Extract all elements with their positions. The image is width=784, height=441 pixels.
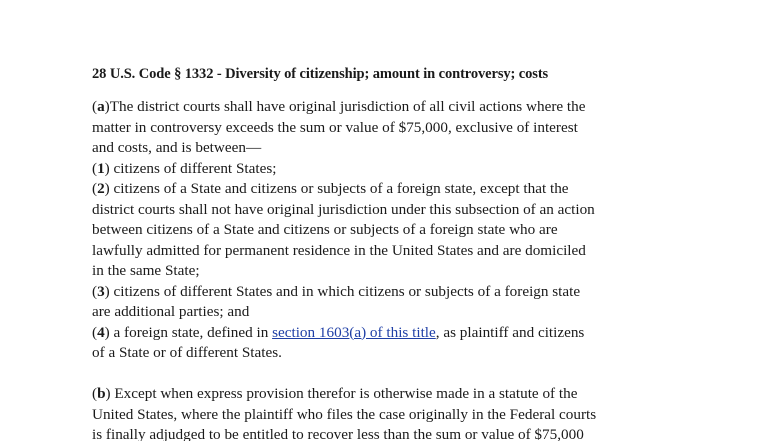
- item-1-line: [92, 159, 702, 180]
- item-2-text: citizens of a State and citizens or subjects of a foreign state, except that the: [109, 180, 569, 197]
- item-2-line-5: in the same State;: [92, 262, 200, 279]
- section-a-marker: (a): [92, 98, 110, 115]
- item-1-marker: (1): [92, 159, 110, 177]
- item-4-line-1: [92, 323, 702, 344]
- section-1603a-link[interactable]: section 1603(a) of this title: [272, 323, 436, 341]
- paragraph-gap: [92, 364, 702, 385]
- item-2-line-2: district courts shall not have original jurisdiction under this subsection of an action: [92, 200, 595, 218]
- item-3-marker: (3): [92, 282, 110, 300]
- item-4-text-before: a foreign state, defined in: [109, 323, 273, 341]
- item-2-marker: (2): [92, 180, 110, 197]
- section-b-line-3: is finally adjudged to be entitled to recover less than the sum or value of $75,000: [92, 426, 584, 441]
- section-b-marker: (b): [92, 385, 111, 402]
- statute-body: [92, 97, 702, 441]
- item-3-line-1: [92, 282, 702, 303]
- item-4-line-2: of a State or of different States.: [92, 344, 282, 361]
- section-b-line-2: United States, where the plaintiff who files the case originally in the Federal courts: [92, 405, 597, 423]
- section-a-line-1: [92, 97, 702, 118]
- section-b-line-1: [92, 384, 702, 405]
- section-b-text: Except when express provision therefor is otherwise made in a statute of the: [110, 385, 578, 402]
- section-a-line-2: matter in controversy exceeds the sum or value of $75,000, exclusive of interest: [92, 118, 578, 136]
- item-1-text: citizens of different States;: [109, 159, 277, 177]
- item-2-line-3: between citizens of a State and citizens or subjects of a foreign state who are: [92, 221, 558, 238]
- item-2-line-4: lawfully admitted for permanent residence in the United States and are domiciled: [92, 241, 586, 259]
- item-3-line-2: are additional parties; and: [92, 303, 250, 320]
- item-4-text-after: , as plaintiff and citizens: [435, 323, 585, 341]
- item-2-line-1: [92, 179, 702, 200]
- item-4-marker: (4): [92, 323, 110, 341]
- item-3-text: citizens of different States and in which citizens or subjects of a foreign state: [109, 282, 581, 300]
- section-a-line-3: and costs, and is between—: [92, 139, 262, 156]
- section-a-text: The district courts shall have original jurisdiction of all civil actions where the: [109, 98, 586, 115]
- page-title: 28 U.S. Code § 1332 - Diversity of citizenship; amount in controversy; costs: [92, 66, 549, 82]
